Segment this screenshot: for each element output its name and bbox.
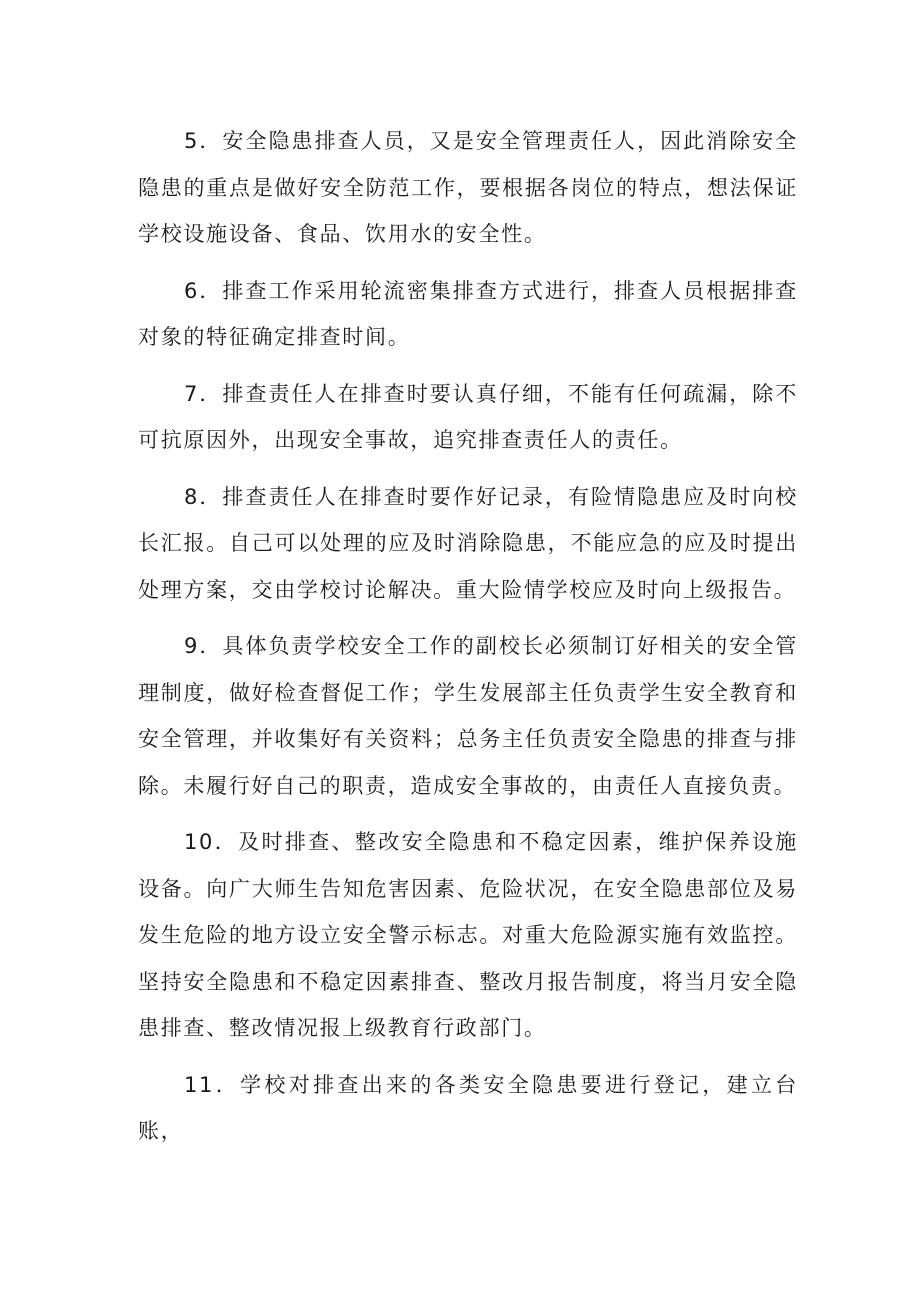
document-page	[138, 118, 798, 1165]
paragraph-item-7: 7．排查责任人在排查时要认真仔细，不能有任何疏漏，除不可抗原因外，出现安全事故，追究排查责任人的责任。	[138, 381, 798, 452]
paragraph-item-5: 5．安全隐患排查人员，又是安全管理责任人，因此消除安全隐患的重点是做好安全防范工作，要根据各岗位的特点，想法保证学校设施设备、食品、饮用水的安全性。	[138, 129, 798, 246]
paragraph-item-9: 9．具体负责学校安全工作的副校长必须制订好相关的安全管理制度，做好检查督促工作；学生发展部主任负责学生安全教育和安全管理，并收集好有关资料；总务主任负责安全隐患的排查与排除。未履行好自己的职责，造成安全事故的，由责任人直接负责。	[138, 634, 798, 798]
paragraph-item-11: 11．学校对排查出来的各类安全隐患要进行登记，建立台账，	[138, 1072, 798, 1143]
paragraph-item-6: 6．排查工作采用轮流密集排查方式进行，排查人员根据排查对象的特征确定排查时间。	[138, 278, 798, 349]
paragraph-item-10: 10．及时排查、整改安全隐患和不稳定因素，维护保养设施设备。向广大师生告知危害因素、危险状况，在安全隐患部位及易发生危险的地方设立安全警示标志。对重大危险源实施有效监控。坚持安全隐患和不稳定因素排查、整改月报告制度，将当月安全隐患排查、整改情况报上级教育行政部门。	[138, 830, 798, 1040]
paragraph-item-8: 8．排查责任人在排查时要作好记录，有险情隐患应及时向校长汇报。自己可以处理的应及时消除隐患，不能应急的应及时提出处理方案，交由学校讨论解决。重大险情学校应及时向上级报告。	[138, 484, 798, 602]
